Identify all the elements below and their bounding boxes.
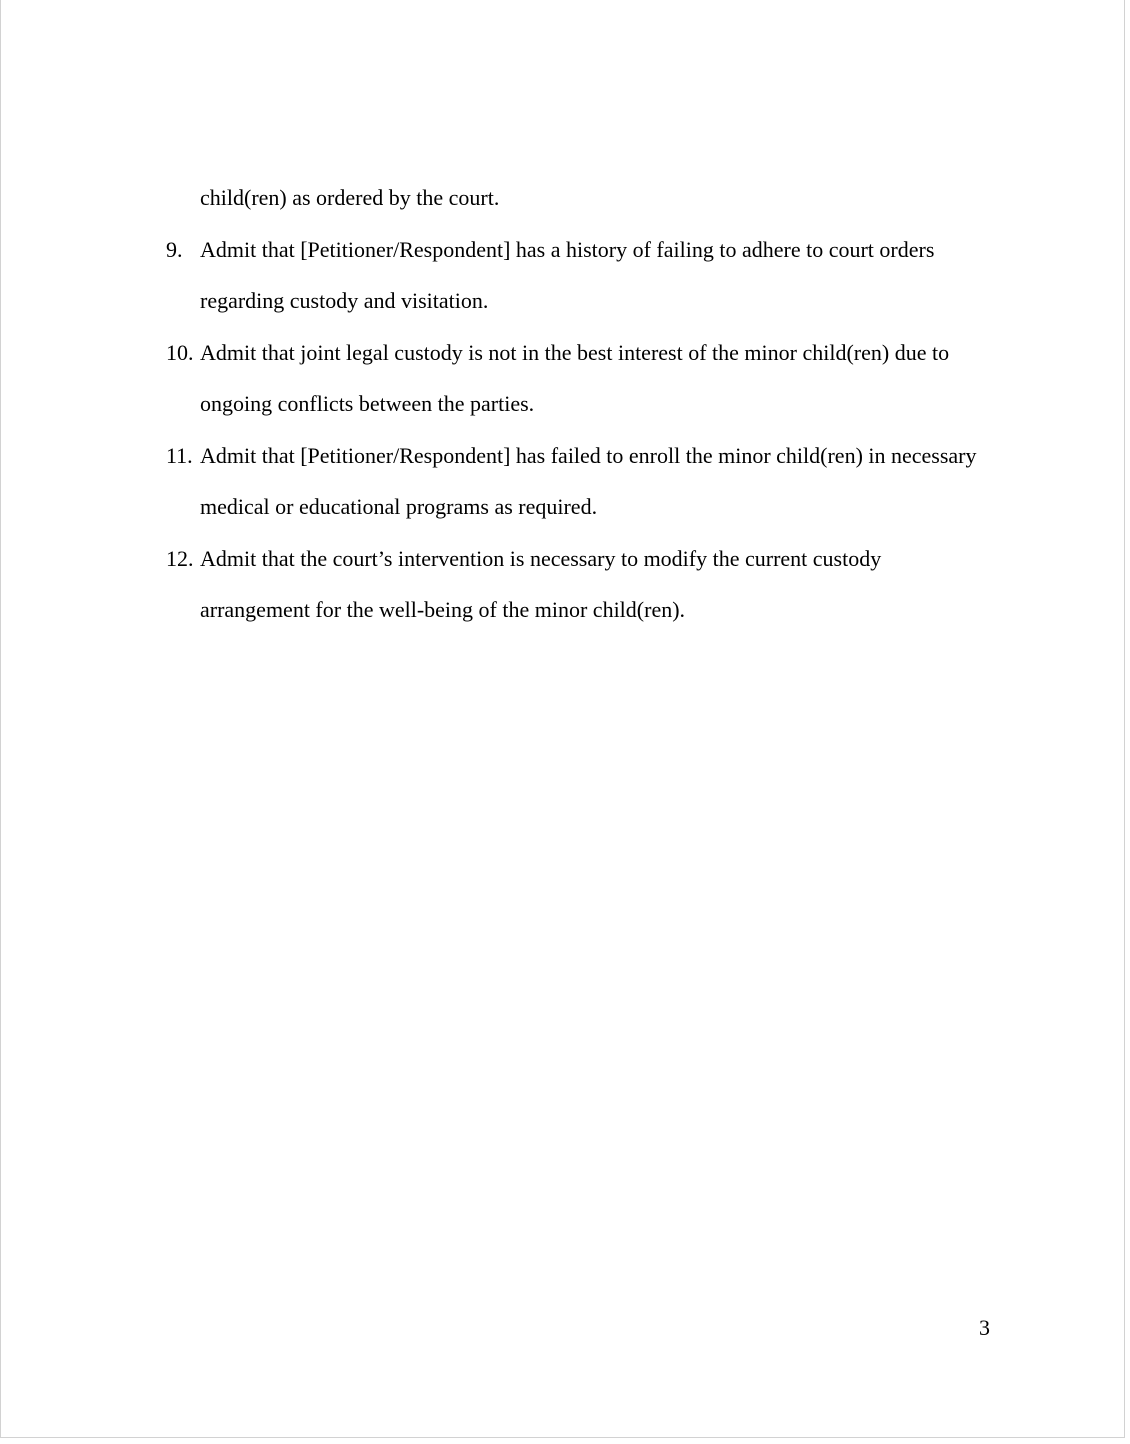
document-body bbox=[166, 172, 977, 636]
list-item-11 bbox=[166, 430, 977, 533]
list-item-text-line: regarding custody and visitation. bbox=[200, 288, 489, 313]
list-item-text-line: medical or educational programs as required. bbox=[200, 494, 598, 519]
list-item-number: 12. bbox=[166, 545, 194, 571]
list-item-text-line: Admit that [Petitioner/Respondent] has a history of failing to adhere to court orders bbox=[200, 236, 935, 262]
page-number: 3 bbox=[979, 1315, 990, 1340]
list-item-text-line: Admit that [Petitioner/Respondent] has failed to enroll the minor child(ren) in necessary bbox=[200, 442, 977, 468]
paragraph-continuation-line: child(ren) as ordered by the court. bbox=[200, 185, 500, 210]
list-item-10 bbox=[166, 327, 977, 430]
list-item-number: 10. bbox=[166, 339, 194, 365]
list-item-text-line: arrangement for the well-being of the minor child(ren). bbox=[200, 597, 686, 622]
list-item-12 bbox=[166, 533, 977, 636]
list-item-text-line: Admit that the court’s intervention is necessary to modify the current custody bbox=[200, 545, 882, 571]
list-item-9 bbox=[166, 224, 977, 327]
list-item-number: 11. bbox=[166, 442, 193, 468]
list-item-number: 9. bbox=[166, 236, 183, 262]
list-item-text-line: Admit that joint legal custody is not in the best interest of the minor child(ren) due to bbox=[200, 339, 950, 365]
list-item-text-line: ongoing conflicts between the parties. bbox=[200, 391, 535, 416]
